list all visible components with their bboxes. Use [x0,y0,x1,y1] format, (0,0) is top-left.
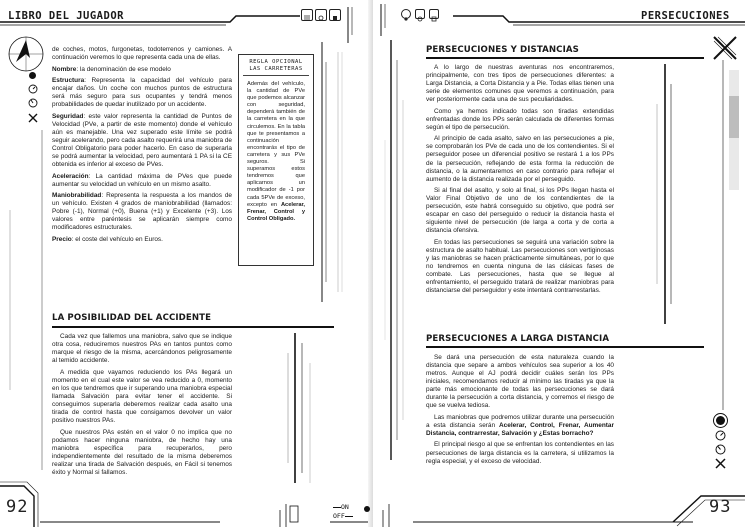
left-page-number: 92 [6,497,29,517]
section2-body [426,354,614,469]
paragraph: Si al final del asalto, y solo al final, si los PPs llegan hasta el Valor Final Objetivo de uno de los contendientes de la persecución, este habrá conseguido su objetivo, que podrá ser escapar en caso del perseguido o reducir la distancia hasta el siguiente nivel de persecución (de larga a corta y de corta a distancia ofensiva. [426,187,614,235]
definition-item: Nombre: la denominación de ese modelo [52,65,171,73]
intro-text: de coches, motos, furgonetas, todoterrenos y camiones. A continuación veremos lo que representa cada una de ellas. [52,46,232,62]
close-icon[interactable] [28,113,38,123]
paragraph: Se dará una persecución de esta naturaleza cuando la distancia que separe a ambos vehículos sea superior a los 40 metros. Aunque el AJ podrá decidir cuáles serán los PPs iniciales, recomendamos reducir al mínimo las tiradas ya que la parte más emocionante de todas las persecuciones se dará durante la persecución a corta distancia, y corremos el riesgo de que se vuelva tediosa. [426,354,614,410]
definition-item: Estructura: Representa la capacidad del vehículo para encajar daños. Un coche con muchos puntos de estructura será más seguro para sus ocupantes y tendrá menos probabilidades de quedar inutilizado por un accidente. [52,77,232,109]
right-section1-title: PERSECUCIONES Y DISTANCIAS [426,45,579,55]
paragraph: A lo largo de nuestras aventuras nos encontraremos, principalmente, con tres tipos de persecuciones diferentes: a Larga Distancia, a Corta Distancia y a Pie. Todas ellas tienen una serie de elementos comunes que veremos a continuación, para ver posteriormente cada una de sus peculiaridades. [426,64,614,104]
right-footer-frame [373,470,745,527]
right-page [373,0,745,527]
right-section2-title: PERSECUCIONES A LARGA DISTANCIA [426,334,610,344]
info-icon[interactable] [429,9,439,19]
left-section-title: LA POSIBILIDAD DEL ACCIDENTE [52,313,212,323]
definition-item: Seguridad: este valor representa la cantidad de Puntos de Velocidad (PVe, a partir de este momento) donde el vehículo aún es manejable. Una vez superado este límite se podrá seguir acelerando, pero cada asalto requerirá una maniobra de Control Obligatorio para poder hacerlo. En caso de superarla se podrá aumentar la velocidad, pero aumentará 1 PA si la CE obtenida es inferior al exceso de PVes. [52,112,233,169]
sidebar-title-line1: REGLA OPCIONAL [249,59,303,65]
switch-knob-icon [364,506,370,512]
section1-body [426,64,614,299]
right-margin-rail [717,60,743,420]
left-deco-panel [240,333,350,483]
timer-icon[interactable] [28,84,38,94]
dice-icon[interactable] [315,9,327,21]
paragraph: Que nuestros PAs estén en el valor 0 no implica que no podamos hacer ninguna maniobra, de hecho hay una maniobra específica para recuperarlos, pero independientemente del resultado de la misma deberemos realizar una tirada de Salvación después, en Fácil si tenemos éxito y Normal si fallamos. [52,428,232,476]
definition-item: Aceleración: La cantidad máxima de PVes que puede aumentar su velocidad un vehículo en un mismo asalto. [52,172,232,188]
big-close-icon[interactable] [711,34,739,62]
left-page [0,0,372,527]
paragraph: En todas las persecuciones se seguirá una variación sobre la estructura de asalto habitual. Las persecuciones son vertiginosas y las maniobras se hacen prácticamente simultáneas, por lo que no tendremos en cuenta ninguna de las clásicas fases de combate. Las persecuciones, hasta que se llegue al enfrentamiento, el perseguido tratará de realizar maniobras para distanciarse del perseguidor y este intentará contrarrestarlas. [426,238,614,295]
paragraph: Cada vez que fallemos una maniobra, salvo que se indique otra cosa, reduciremos nuestros PAs en tantos puntos como marque el riesgo de la misma, acercándonos peligrosamente al temido accidente. [52,333,232,365]
right-section1-rule [426,57,704,59]
target-icon[interactable] [415,9,425,19]
definition-item: Maniobrabilidad: Representa la respuesta a los mandos de un vehículo. Existen 4 grados de maniobrabilidad (llamados: Pobre (-1), Normal (+0), Buena (+1) y Excelente (+3). Los valores entre paréntesis se aplicarán siempre como modificadores estructurales. [52,192,232,232]
left-margin-ticks [6,210,26,410]
paragraph: Al principio de cada asalto, salvo en las persecuciones a pie, se comprobarán los PVe de cada uno de los contendientes. Si el perseguidor posee un diferencial positivo se restará 1 a los PPs de la persecución, reflejando de esta forma la reducción de distancia, o la aumentaremos en caso contrario para reflejar el aumento de la distancia realizada por el perseguido. [426,135,614,183]
left-header-corner-brackets [344,5,368,45]
off-label: OFF [333,512,345,520]
left-section-rule [52,326,334,328]
menu-icon[interactable] [301,9,313,21]
optional-rule-sidebar [238,54,314,266]
right-page-number: 93 [709,497,732,517]
left-right-margin-deco [318,42,368,312]
right-header-title: PERSECUCIONES [641,10,730,22]
close-icon[interactable] [715,458,726,469]
timer-icon[interactable] [715,430,726,441]
gear-icon[interactable] [401,9,411,19]
stop-icon[interactable] [329,9,341,21]
left-footer-rule [40,470,372,527]
paragraph: A medida que vayamos reduciendo los PAs llegará un momento en el cual este valor se vea reducido a 0, momento en los que tendremos que ir superando una maniobra especial llamada Salvación para evitar tener el accidente. Si conseguimos superarla deberemos realizar cada asalto una tirada de control hasta que consigamos devolver un valor positivo nuestros PAs. [52,368,232,424]
paragraph: Como ya hemos indicado todas son tiradas extendidas enfrentadas donde los PPs serán calculada de diferentes formas según el tipo de persecución. [426,107,614,131]
on-off-switch[interactable] [333,503,353,521]
right-inner-margin-deco [379,40,419,480]
sidebar-bold: Acelerar, Frenar, Control y Control Obligado. [247,201,305,222]
on-label: ON [341,503,349,511]
paragraph: El principal riesgo al que se enfrentan los contendientes en las persecuciones de larga distancia es la carretera, si utilizamos la regla especial, y el exceso de velocidad. [426,441,614,465]
gauge-icon[interactable] [28,98,38,108]
record-icon[interactable] [29,72,36,79]
sidebar-title-line2: LAS CARRETERAS [243,66,309,76]
accident-section-body [52,333,232,480]
gauge-icon[interactable] [715,444,726,455]
record-icon[interactable] [716,416,725,425]
left-header-title: LIBRO DEL JUGADOR [8,10,124,22]
definition-item: Precio: el coste del vehículo en Euros. [52,235,163,243]
right-section2-rule [426,346,704,348]
sidebar-body: Además del vehículo, la cantidad de PVe que podemos alcanzar con seguridad, dependerá también de la carretera en la que circulemos. En la tabla que te presentamos a continuación encontrarás el tipo de carretera y sus PVe seguros. Si superamos estos tendremos que aplicarnos un modificador de -1 por cada 5PVe de exceso, excepto en [247,81,305,208]
left-definitions [52,46,232,248]
left-margin-rule [36,130,48,480]
right-deco-panel [625,64,715,324]
paragraph: Las maniobras que podremos utilizar durante una persecución a esta distancia serán Acelerar, Control, Frenar, Aumentar Distancia, contrarrestar, Salvación y ¿Estas borracho? [426,413,615,437]
compass-icon [4,32,48,76]
